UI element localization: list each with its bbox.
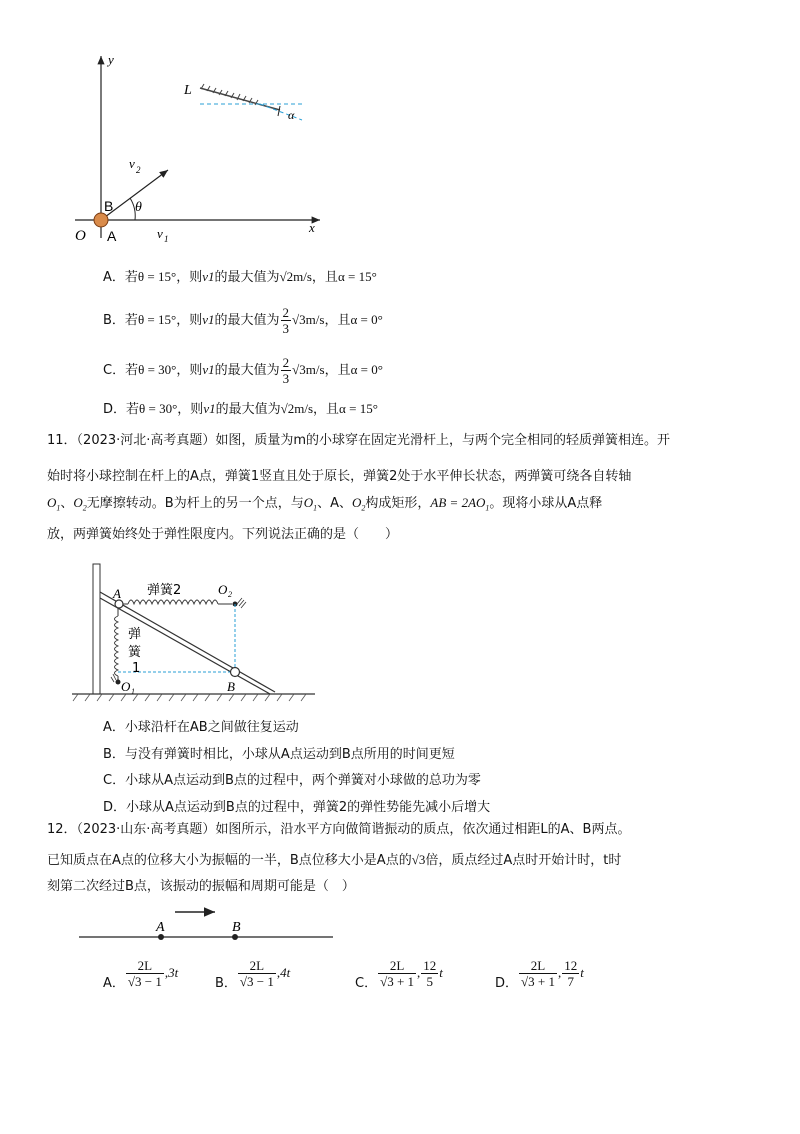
spring-1-label-c: 1 <box>132 661 141 676</box>
q10-option-a[interactable]: A．若θ = 15°，则v1的最大值为√2m/s，且α = 15° <box>103 269 377 285</box>
point-b-label: B <box>232 920 241 935</box>
v2-label: v <box>129 156 135 171</box>
o2-sub: 2 <box>228 590 232 599</box>
o2-label: O <box>218 582 228 597</box>
q12-option-c[interactable]: C． $\frac{2L}{√3 + 1}$ , $\frac{12}{5}$ t <box>355 958 443 991</box>
l-label: L <box>184 83 192 98</box>
v1-label: v <box>157 226 163 241</box>
q12-option-a[interactable]: A． $\frac{2L}{√3 - 1}$ ,3t <box>103 958 179 991</box>
y-axis-label: y <box>108 52 114 67</box>
spring-1-label-b: 簧 <box>128 645 142 660</box>
q11-option-b[interactable]: B．与没有弹簧时相比，小球从A点运动到B点所用的时间更短 <box>103 747 455 762</box>
q11-option-a[interactable]: A．小球沿杆在AB之间做往复运动 <box>103 720 299 735</box>
q10-option-d[interactable]: D．若θ = 30°，则v1的最大值为√2m/s，且α = 15° <box>103 401 378 417</box>
spring-2-label: 弹簧2 <box>147 583 182 598</box>
o1-label: O <box>121 679 131 694</box>
q10-option-c[interactable]: C．若θ = 30°，则v1的最大值为 $\frac{2}{3}$ √3m/s，且α = 0° <box>103 355 383 386</box>
spring-rod-diagram <box>70 560 320 705</box>
q11-option-d[interactable]: D．小球从A点运动到B点的过程中，弹簧2的弹性势能先减小后增大 <box>103 800 491 815</box>
velocity-diagram <box>70 48 340 248</box>
o1-sub: 1 <box>131 687 135 696</box>
point-a-label: A <box>113 586 121 601</box>
point-a-label: A <box>156 920 165 935</box>
point-a-label: A <box>107 228 117 244</box>
v2-sub: 2 <box>136 165 141 175</box>
q11-option-c[interactable]: C．小球从A点运动到B点的过程中，两个弹簧对小球做的总功为零 <box>103 773 481 788</box>
origin-label: O <box>75 228 86 244</box>
q10-option-b[interactable]: B．若θ = 15°，则v1的最大值为 $\frac{2}{3}$ √3m/s，且α = 0° <box>103 305 383 336</box>
v1-sub: 1 <box>164 234 169 244</box>
spring-1-label-a: 弹 <box>128 627 142 642</box>
q11-stem: 11．（2023·河北·高考真题）如图，质量为m的小球穿在固定光滑杆上，与两个完全相同的轻质弹簧相连。开 始时将小球控制在杆上的A点，弹簧1竖直且处于原长，弹簧2处于水平伸长状态，两弹簧可绕各自转轴 $O_1$、$O_2$无摩擦转动。B为杆上的另一个点，与$O_1$、A、$O_2$构成矩形，AB = $2AO_1$。现将小球从A点释 放，两弹簧始终处于弹性限度内。下列说法正确的是（ ） <box>47 433 671 542</box>
oscillation-diagram <box>75 900 345 945</box>
point-b-label: B <box>227 679 235 694</box>
point-b-label: B <box>104 198 114 214</box>
theta-label: θ <box>135 200 142 215</box>
q12-option-d[interactable]: D． $\frac{2L}{√3 + 1}$ , $\frac{12}{7}$ t <box>495 958 584 991</box>
x-axis-label: x <box>309 220 315 235</box>
q12-option-b[interactable]: B． $\frac{2L}{√3 - 1}$ ,4t <box>215 958 291 991</box>
q12-stem: 12．（2023·山东·高考真题）如图所示，沿水平方向做简谐振动的质点，依次通过相距L的A、B两点。 已知质点在A点的位移大小为振幅的一半，B点位移大小是A点的√3倍，质点经过A点时开始计时，t时 刻第二次经过B点，该振动的振幅和周期可能是（ ） <box>47 822 631 894</box>
alpha-label: α <box>288 108 295 122</box>
